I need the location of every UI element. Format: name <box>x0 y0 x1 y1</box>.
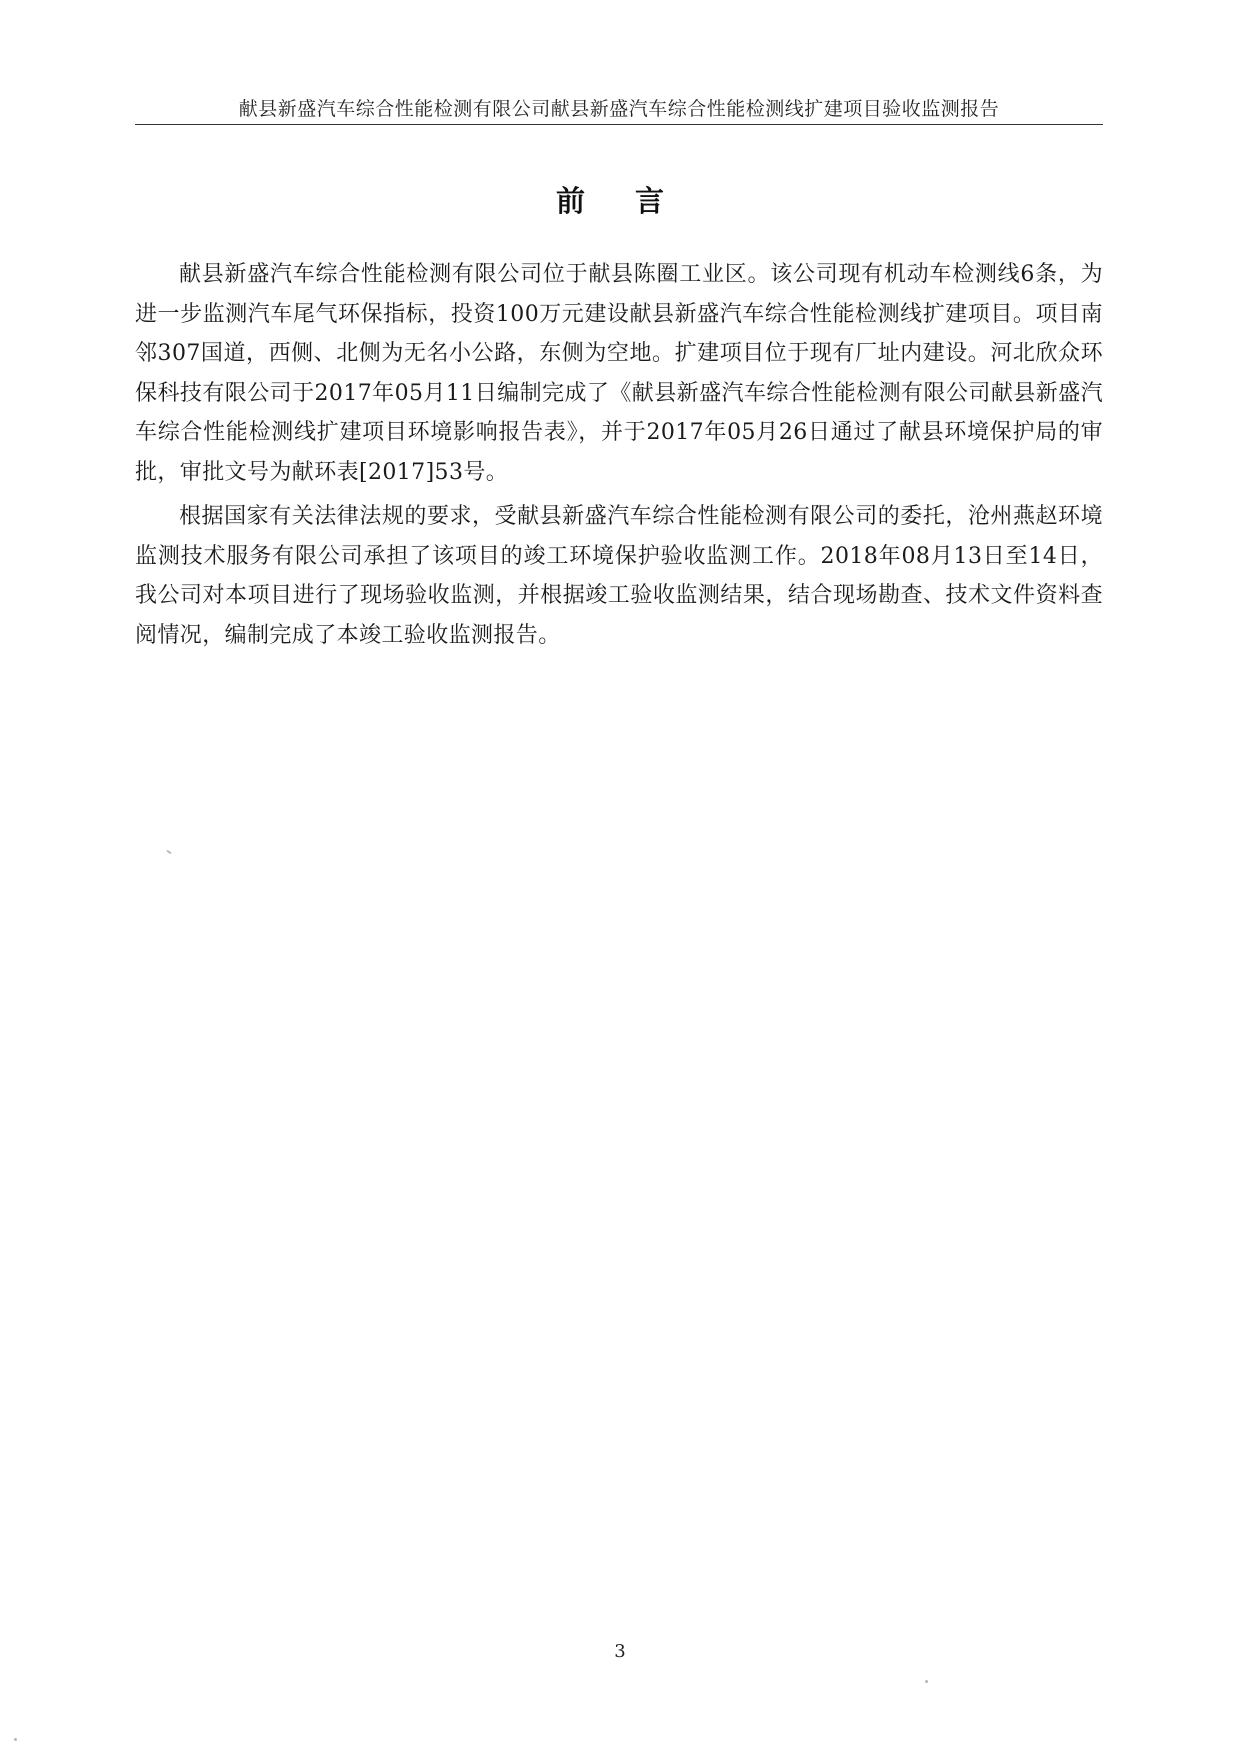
paragraph-2: 根据国家有关法律法规的要求，受献县新盛汽车综合性能检测有限公司的委托，沧州燕赵环境监测技术服务有限公司承担了该项目的竣工环境保护验收监测工作。2018年08月13日至14日，我公司对本项目进行了现场验收监测，并根据竣工验收监测结果，结合现场勘查、技术文件资料查阅情况，编制完成了本竣工验收监测报告。 <box>135 504 1103 648</box>
scan-speck <box>14 1738 17 1741</box>
paragraph-1: 献县新盛汽车综合性能检测有限公司位于献县陈圈工业区。该公司现有机动车检测线6条，为进一步监测汽车尾气环保指标，投资100万元建设献县新盛汽车综合性能检测线扩建项目。项目南邻307国道，西侧、北侧为无名小公路，东侧为空地。扩建项目位于现有厂址内建设。河北欣众环保科技有限公司于2017年05月11日编制完成了《献县新盛汽车综合性能检测有限公司献县新盛汽车综合性能检测线扩建项目环境影响报告表》，并于2017年05月26日通过了献县环境保护局的审批，审批文号为献环表[2017]53号。 <box>135 262 1103 485</box>
scan-speck <box>166 849 172 854</box>
scan-speck <box>925 1680 928 1683</box>
page-title: 前 言 <box>555 184 685 218</box>
page-number: 3 <box>614 1641 626 1662</box>
header-rule <box>135 124 1103 125</box>
body-text <box>135 255 1103 655</box>
running-header: 献县新盛汽车综合性能检测有限公司献县新盛汽车综合性能检测线扩建项目验收监测报告 <box>238 98 1000 120</box>
